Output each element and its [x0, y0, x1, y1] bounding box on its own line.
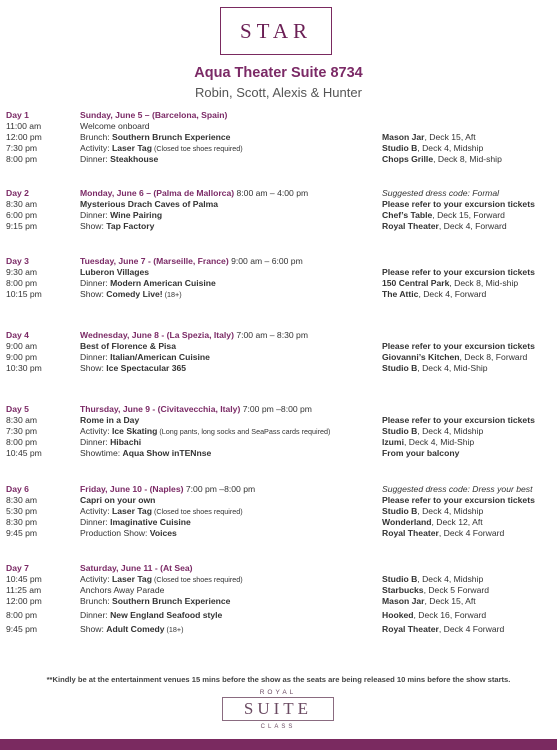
day-date: Monday, June 6 – (Palma de Mallorca) [80, 188, 235, 198]
event-time: 8:30 am [6, 199, 38, 209]
event-row [0, 121, 557, 132]
event-time: 10:30 pm [6, 363, 42, 373]
event-type: Dinner: [80, 210, 111, 220]
venue-name: The Attic [382, 289, 419, 299]
day-date: Sunday, June 5 – (Barcelona, Spain) [80, 110, 228, 120]
event-time: 8:00 pm [6, 278, 38, 288]
event-note: (Long pants, long socks and SeaPass cards required) [157, 427, 331, 436]
event-type: Brunch: [80, 132, 113, 142]
venue-name: Izumi [382, 437, 404, 447]
event-desc [80, 415, 139, 426]
event-name: Italian/American Cuisine [110, 352, 210, 362]
event-row [0, 437, 557, 448]
event-desc [80, 121, 150, 132]
event-location [382, 596, 476, 607]
event-time: 8:30 pm [6, 517, 38, 527]
event-desc [80, 585, 164, 596]
event-desc [80, 210, 162, 221]
venue-detail: , Deck 4, Midship [417, 506, 484, 516]
event-location [382, 199, 535, 210]
day-header [0, 330, 557, 341]
venue-detail: , Deck 4, Forward [438, 221, 507, 231]
event-location [382, 143, 483, 154]
event-location [382, 437, 474, 448]
event-type: Activity: [80, 143, 112, 153]
event-row [0, 426, 557, 437]
event-time: 9:00 am [6, 341, 38, 351]
event-desc [80, 624, 184, 635]
event-row [0, 132, 557, 143]
event-type: Activity: [80, 506, 112, 516]
event-location [382, 528, 504, 539]
event-time: 8:00 pm [6, 437, 38, 447]
event-location [382, 585, 489, 596]
event-type: Activity: [80, 574, 112, 584]
venue-name: Please refer to your excursion tickets [382, 199, 535, 209]
event-desc [80, 221, 154, 232]
event-row [0, 221, 557, 232]
venue-name: Wonderland [382, 517, 432, 527]
event-desc [80, 448, 211, 459]
venue-detail: , Deck 8, Mid-ship [433, 154, 502, 164]
venue-detail: , Deck 4, Mid-Ship [403, 437, 475, 447]
event-note: (Closed toe shoes required) [151, 144, 243, 153]
venue-name: Please refer to your excursion tickets [382, 267, 535, 277]
event-desc [80, 352, 210, 363]
event-type: Brunch: [80, 596, 113, 606]
event-desc [80, 341, 176, 352]
event-location [382, 415, 535, 426]
event-location [382, 210, 505, 221]
event-type: Welcome onboard [80, 121, 150, 131]
event-desc [80, 574, 243, 585]
event-name: Modern American Cuisine [110, 278, 216, 288]
star-logo: STAR [220, 7, 332, 55]
venue-name: Royal Theater [382, 624, 439, 634]
day-date-port [80, 188, 308, 199]
event-name: Capri on your own [80, 495, 156, 505]
event-time: 9:45 pm [6, 528, 38, 538]
event-location [382, 448, 459, 459]
day-label: Day 6 [6, 484, 29, 494]
event-desc [80, 143, 243, 154]
day-label: Day 2 [6, 188, 29, 198]
event-location [382, 221, 507, 232]
day-label: Day 1 [6, 110, 29, 120]
event-type: Dinner: [80, 278, 111, 288]
suite-title: Aqua Theater Suite 8734 [194, 65, 363, 81]
port-time: 7:00 pm –8:00 pm [240, 404, 312, 414]
event-name: Luberon Villages [80, 267, 150, 277]
venue-name: Chops Grille [382, 154, 434, 164]
venue-name: Royal Theater [382, 528, 439, 538]
day-label: Day 7 [6, 563, 29, 573]
venue-name: Mason Jar [382, 132, 425, 142]
venue-name: Please refer to your excursion tickets [382, 341, 535, 351]
event-name: Steakhouse [110, 154, 159, 164]
event-time: 8:00 pm [6, 610, 38, 620]
logo-royal-text: ROYAL [259, 689, 297, 696]
event-location [382, 517, 483, 528]
day-label: Day 4 [6, 330, 29, 340]
event-row [0, 506, 557, 517]
event-name: Aqua Show inTENnse [122, 448, 212, 458]
day-date: Wednesday, June 8 - (La Spezia, Italy) [80, 330, 234, 340]
event-name: Mysterious Drach Caves of Palma [80, 199, 219, 209]
event-type: Show: [80, 289, 107, 299]
event-name: Adult Comedy [106, 624, 165, 634]
event-row [0, 495, 557, 506]
event-name: Rome in a Day [80, 415, 140, 425]
venue-name: 150 Central Park [382, 278, 450, 288]
port-time: 7:00 am – 8:30 pm [233, 330, 308, 340]
event-location [382, 426, 483, 437]
event-row [0, 341, 557, 352]
venue-name: Please refer to your excursion tickets [382, 415, 535, 425]
event-type: Dinner: [80, 437, 111, 447]
day-date: Thursday, June 9 - (Civitavecchia, Italy) [80, 404, 241, 414]
event-name: Ice Spectacular 365 [106, 363, 187, 373]
event-location [382, 278, 518, 289]
day-header [0, 563, 557, 574]
event-name: Voices [149, 528, 177, 538]
day-date-port [80, 484, 255, 495]
port-time: 9:00 am – 6:00 pm [228, 256, 303, 266]
event-type: Show: [80, 221, 107, 231]
event-desc [80, 596, 230, 607]
event-time: 12:00 pm [6, 132, 42, 142]
event-row [0, 610, 557, 621]
event-time: 7:30 pm [6, 426, 38, 436]
event-location [382, 341, 535, 352]
event-location [382, 154, 502, 165]
event-row [0, 267, 557, 278]
event-desc [80, 495, 155, 506]
event-row [0, 448, 557, 459]
event-desc [80, 506, 243, 517]
event-type: Dinner: [80, 154, 111, 164]
event-row [0, 528, 557, 539]
event-desc [80, 154, 158, 165]
event-row [0, 143, 557, 154]
event-location [382, 132, 476, 143]
event-row [0, 210, 557, 221]
day-date-port [80, 563, 193, 574]
day-date-port [80, 110, 227, 121]
event-name: Ice Skating [112, 426, 158, 436]
event-time: 7:30 pm [6, 143, 38, 153]
event-row [0, 585, 557, 596]
event-type: Dinner: [80, 517, 111, 527]
venue-name: Giovanni’s Kitchen [382, 352, 460, 362]
venue-name: Studio B [382, 506, 418, 516]
event-location [382, 624, 504, 635]
event-time: 10:45 pm [6, 448, 42, 458]
event-row [0, 352, 557, 363]
event-desc [80, 289, 182, 300]
venue-name: Studio B [382, 426, 418, 436]
event-type: Dinner: [80, 610, 111, 620]
venue-name: Mason Jar [382, 596, 425, 606]
event-desc [80, 610, 222, 621]
venue-name: Studio B [382, 574, 418, 584]
event-location [382, 574, 483, 585]
event-note: (Closed toe shoes required) [151, 575, 243, 584]
dress-code-note: Suggested dress code: Formal [382, 188, 500, 198]
port-time: 7:00 pm –8:00 pm [183, 484, 256, 494]
event-name: Southern Brunch Experience [112, 596, 231, 606]
venue-name: Please refer to your excursion tickets [382, 495, 535, 505]
event-row [0, 199, 557, 210]
venue-detail: , Deck 4 Forward [438, 624, 505, 634]
venue-detail: , Deck 15, Aft [424, 132, 476, 142]
event-row [0, 574, 557, 585]
event-desc [80, 132, 230, 143]
event-location [382, 289, 486, 300]
event-location [382, 363, 488, 374]
event-name: Laser Tag [112, 506, 152, 516]
event-time: 8:30 am [6, 415, 38, 425]
event-name: Laser Tag [112, 143, 152, 153]
event-desc [80, 426, 330, 437]
venue-detail: , Deck 4, Midship [417, 426, 484, 436]
port-time: 8:00 am – 4:00 pm [234, 188, 309, 198]
guest-names: Robin, Scott, Alexis & Hunter [195, 85, 362, 100]
footnote: **Kindly be at the entertainment venues 15 mins before the show as the seats are being released 10 mins before the show starts. [46, 675, 511, 684]
event-note: (Closed toe shoes required) [151, 507, 243, 516]
event-name: Wine Pairing [110, 210, 163, 220]
event-type: Anchors Away Parade [80, 585, 165, 595]
event-name: Imaginative Cuisine [110, 517, 191, 527]
venue-detail: , Deck 4, Midship [417, 574, 484, 584]
event-time: 9:45 pm [6, 624, 38, 634]
event-note: (18+) [164, 625, 184, 634]
event-desc [80, 528, 177, 539]
day-date: Saturday, June 11 - (At Sea) [80, 563, 193, 573]
event-location [382, 495, 535, 506]
day-date: Tuesday, June 7 - (Marseille, France) [80, 256, 229, 266]
event-name: Laser Tag [112, 574, 152, 584]
venue-detail: , Deck 15, Aft [424, 596, 476, 606]
dress-code-note: Suggested dress code: Dress your best [382, 484, 533, 494]
event-type: Production Show: [80, 528, 150, 538]
venue-name: Starbucks [382, 585, 424, 595]
event-name: Best of Florence & Pisa [80, 341, 176, 351]
venue-name: Studio B [382, 143, 418, 153]
venue-name: Hooked [382, 610, 414, 620]
day-header [0, 484, 557, 495]
logo-class-text: CLASS [260, 724, 296, 730]
event-type: Show: [80, 624, 107, 634]
day-date-port [80, 404, 312, 415]
event-location [382, 267, 535, 278]
event-type: Dinner: [80, 352, 111, 362]
event-time: 11:00 am [6, 121, 42, 131]
event-time: 9:30 am [6, 267, 38, 277]
venue-name: From your balcony [382, 448, 460, 458]
event-location [382, 352, 527, 363]
event-time: 12:00 pm [6, 596, 42, 606]
event-time: 11:25 am [6, 585, 42, 595]
venue-detail: , Deck 8, Mid-ship [449, 278, 519, 288]
day-label: Day 5 [6, 404, 29, 414]
event-row [0, 415, 557, 426]
event-name: Tap Factory [106, 221, 155, 231]
event-time: 10:45 pm [6, 574, 42, 584]
day-header [0, 256, 557, 267]
royal-suite-class-logo [218, 688, 338, 734]
event-name: Southern Brunch Experience [112, 132, 231, 142]
day-header [0, 404, 557, 415]
venue-detail: , Deck 4 Forward [438, 528, 505, 538]
event-type: Showtime: [80, 448, 123, 458]
event-row [0, 154, 557, 165]
venue-name: Chef’s Table [382, 210, 433, 220]
event-desc [80, 278, 216, 289]
event-name: New England Seafood style [110, 610, 223, 620]
event-type: Show: [80, 363, 107, 373]
venue-name: Royal Theater [382, 221, 439, 231]
event-row [0, 363, 557, 374]
venue-detail: , Deck 15, Forward [432, 210, 505, 220]
logo-suite-text: SUITE [222, 697, 334, 721]
event-row [0, 624, 557, 635]
venue-name: Studio B [382, 363, 418, 373]
day-date: Friday, June 10 - (Naples) [80, 484, 184, 494]
venue-detail: , Deck 4, Mid-Ship [417, 363, 488, 373]
event-row [0, 517, 557, 528]
event-time: 10:15 pm [6, 289, 42, 299]
event-desc [80, 267, 149, 278]
event-time: 8:30 am [6, 495, 38, 505]
event-time: 9:00 pm [6, 352, 38, 362]
event-time: 9:15 pm [6, 221, 38, 231]
day-header [0, 110, 557, 121]
day-date-port [80, 256, 303, 267]
venue-detail: , Deck 12, Aft [431, 517, 483, 527]
event-row [0, 289, 557, 300]
event-name: Comedy Live! [106, 289, 163, 299]
event-row [0, 596, 557, 607]
event-location [382, 506, 483, 517]
venue-detail: , Deck 8, Forward [459, 352, 528, 362]
event-time: 8:00 pm [6, 154, 38, 164]
day-date-port [80, 330, 308, 341]
event-desc [80, 517, 191, 528]
event-time: 6:00 pm [6, 210, 38, 220]
day-label: Day 3 [6, 256, 29, 266]
venue-detail: , Deck 16, Forward [413, 610, 487, 620]
event-desc [80, 363, 186, 374]
footer-bar [0, 739, 557, 750]
venue-detail: , Deck 4, Midship [417, 143, 484, 153]
event-name: Hibachi [110, 437, 142, 447]
venue-detail: , Deck 5 Forward [423, 585, 489, 595]
venue-detail: , Deck 4, Forward [418, 289, 487, 299]
event-desc [80, 199, 218, 210]
event-row [0, 278, 557, 289]
event-time: 5:30 pm [6, 506, 38, 516]
event-location [382, 610, 486, 621]
event-type: Activity: [80, 426, 112, 436]
event-note: (18+) [162, 290, 182, 299]
day-header [0, 188, 557, 199]
event-desc [80, 437, 141, 448]
